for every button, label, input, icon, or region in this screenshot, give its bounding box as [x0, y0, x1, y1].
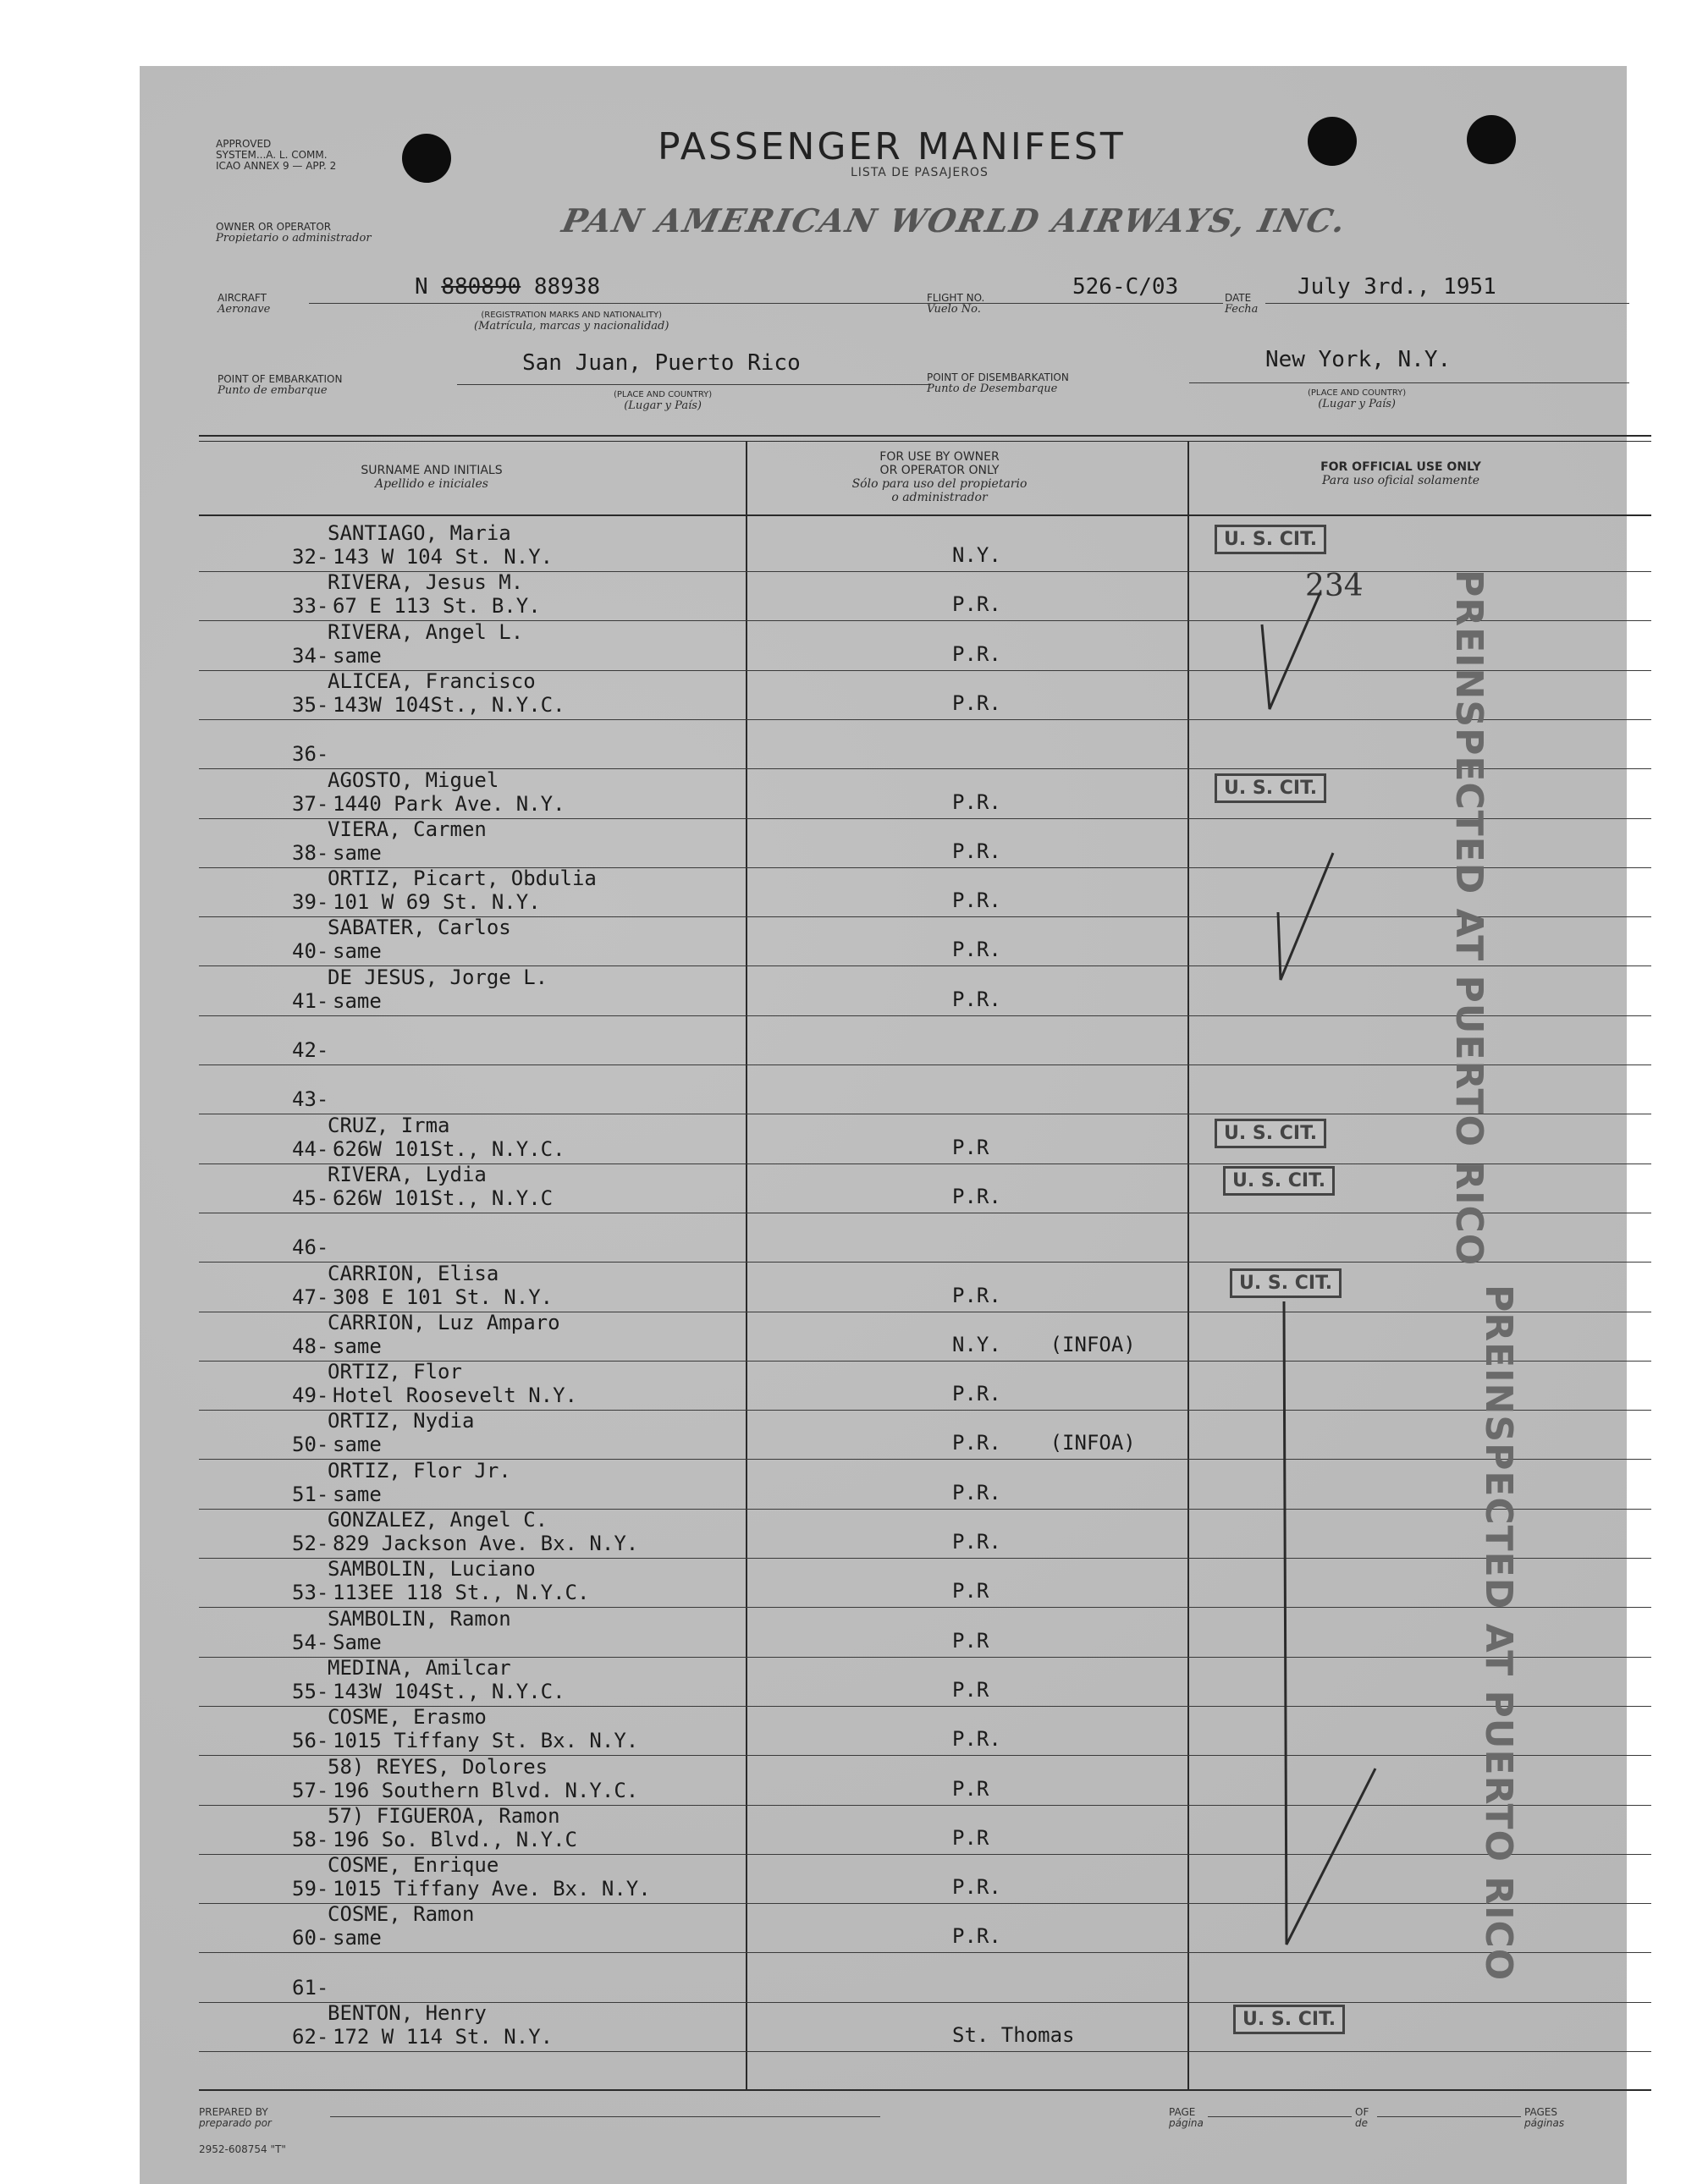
row-number: 36-	[292, 742, 329, 767]
passenger-address: 1440 Park Ave. N.Y.	[333, 791, 565, 816]
row-number: 45-	[292, 1186, 329, 1210]
passenger-name: DE JESUS, Jorge L.	[328, 965, 548, 989]
date-label-es: Fecha	[1225, 303, 1259, 316]
pages-label	[1524, 2107, 1564, 2129]
passenger-name: RIVERA, Lydia	[328, 1162, 487, 1186]
row-number: 33-	[292, 594, 329, 619]
of-label-es: de	[1355, 2117, 1368, 2129]
row-number: 60-	[292, 1926, 329, 1950]
row-number: 55-	[292, 1679, 329, 1703]
check-marks	[140, 66, 1627, 2184]
operator-entry: P.R	[952, 1628, 989, 1653]
prepared-underline	[330, 2116, 880, 2117]
passenger-name: ORTIZ, Flor Jr.	[328, 1458, 511, 1483]
row-number: 52-	[292, 1532, 329, 1555]
row-number: 54-	[292, 1630, 329, 1654]
passenger-address: 1015 Tiffany St. Bx. N.Y.	[333, 1729, 639, 1753]
operator-entry: P.R.	[952, 938, 1001, 962]
passenger-address: 67 E 113 St. B.Y.	[333, 594, 541, 619]
passenger-name: SABATER, Carlos	[328, 916, 511, 940]
aircraft-number: 88938	[533, 274, 601, 300]
row-number: 44-	[292, 1136, 329, 1161]
check-mark-3	[1284, 1301, 1375, 1945]
col-header-official-es: Para uso oficial solamente	[1322, 474, 1479, 487]
passenger-name: COSME, Enrique	[328, 1853, 499, 1878]
passenger-address: same	[333, 643, 382, 668]
passenger-address: 143 W 104 St. N.Y.	[333, 545, 554, 569]
operator-name: PAN AMERICAN WORLD AIRWAYS, INC.	[559, 201, 1351, 239]
passenger-address: 196 Southern Blvd. N.Y.C.	[333, 1778, 639, 1802]
page-label-en: PAGE	[1169, 2106, 1196, 2118]
row-number: 46-	[292, 1235, 329, 1260]
col-header-operator-2: OR OPERATOR ONLY	[879, 464, 1000, 477]
row-number: 43-	[292, 1087, 329, 1112]
operator-entry: P.R.	[952, 1875, 1001, 1900]
of-underline	[1377, 2116, 1521, 2117]
passenger-address: same	[333, 1334, 382, 1358]
page-label-es: página	[1169, 2117, 1204, 2129]
passenger-address: 308 E 101 St. N.Y.	[333, 1285, 554, 1309]
row-number: 37-	[292, 791, 329, 816]
operator-entry: P.R.	[952, 1530, 1001, 1554]
passenger-address: same	[333, 1433, 382, 1457]
row-number: 47-	[292, 1285, 329, 1309]
disembark-label-en: POINT OF DISEMBARKATION	[927, 371, 1069, 383]
row-number: 34-	[292, 643, 329, 668]
col-header-official-en: FOR OFFICIAL USE ONLY	[1320, 460, 1481, 474]
passenger-name: SANTIAGO, Maria	[328, 521, 511, 545]
row-number: 56-	[292, 1729, 329, 1753]
form-code: 2952-608754 "T"	[199, 2143, 286, 2155]
embark-note-en: (PLACE AND COUNTRY)	[614, 390, 713, 399]
row-number: 62-	[292, 2025, 329, 2049]
check-mark-1	[1262, 592, 1320, 709]
operator-entry: P.R.	[952, 839, 1001, 863]
passenger-address: 143W 104St., N.Y.C.	[333, 692, 565, 717]
passenger-name: SAMBOLIN, Luciano	[328, 1557, 536, 1582]
embark-note-es: (Lugar y País)	[624, 399, 702, 412]
row-number: 41-	[292, 988, 329, 1013]
operator-entry: P.R. (INFOA)	[952, 1431, 1136, 1455]
passenger-name: ORTIZ, Nydia	[328, 1409, 475, 1433]
pages-label-en: PAGES	[1524, 2106, 1557, 2118]
operator-entry: N.Y. (INFOA)	[952, 1332, 1136, 1356]
us-cit-stamp: U. S. CIT.	[1215, 773, 1326, 803]
passenger-address: same	[333, 840, 382, 865]
form-ref-line-3: ICAO ANNEX 9 — APP. 2	[216, 160, 337, 172]
col-header-operator-es-1: Sólo para uso del propietario	[851, 477, 1028, 491]
operator-entry: P.R	[952, 1579, 989, 1604]
disembark-note-es: (Lugar y País)	[1318, 398, 1396, 410]
passenger-name: COSME, Erasmo	[328, 1705, 487, 1730]
passenger-address: 101 W 69 St. N.Y.	[333, 890, 541, 915]
passenger-address: 626W 101St., N.Y.C	[333, 1186, 554, 1210]
operator-entry: P.R	[952, 1776, 989, 1801]
operator-entry: P.R.	[952, 1382, 1001, 1406]
passenger-name: COSME, Ramon	[328, 1902, 475, 1927]
operator-entry: P.R	[952, 1825, 989, 1850]
operator-entry: P.R.	[952, 888, 1001, 913]
aircraft-note-en: (REGISTRATION MARKS AND NATIONALITY)	[481, 311, 663, 320]
table-bottom-rule	[199, 2089, 1651, 2091]
disembark-label-es: Punto de Desembarque	[927, 382, 1058, 395]
operator-entry: P.R.	[952, 592, 1001, 617]
row-number: 57-	[292, 1778, 329, 1802]
prepared-by	[199, 2107, 272, 2129]
aircraft-struck: 880890	[441, 274, 521, 300]
preinspected-stamp-1: PREINSPECTED AT PUERTO RICO	[1447, 569, 1490, 1267]
passenger-name: RIVERA, Jesus M.	[328, 570, 524, 595]
embark-value: San Juan, Puerto Rico	[522, 350, 801, 376]
aircraft-prefix: N	[415, 274, 428, 300]
row-number: 59-	[292, 1877, 329, 1901]
disembark-note-en: (PLACE AND COUNTRY)	[1308, 388, 1407, 398]
us-cit-stamp: U. S. CIT.	[1215, 1119, 1326, 1148]
row-number: 58-	[292, 1827, 329, 1851]
page-label	[1169, 2107, 1204, 2129]
owner-label-en: OWNER OR OPERATOR	[216, 221, 332, 233]
us-cit-stamp: U. S. CIT.	[1233, 2005, 1345, 2034]
row-number: 50-	[292, 1433, 329, 1457]
preinspected-stamp-2: PREINSPECTED AT PUERTO RICO	[1477, 1285, 1520, 1982]
passenger-name: RIVERA, Angel L.	[328, 619, 524, 644]
operator-entry: P.R	[952, 1677, 989, 1702]
handwritten-count: 234	[1305, 569, 1364, 603]
page-title: PASSENGER MANIFEST	[658, 125, 1126, 168]
operator-entry: St. Thomas	[952, 2023, 1075, 2047]
passenger-address: 196 So. Blvd., N.Y.C	[333, 1827, 577, 1851]
flight-value: 526-C/03	[1072, 274, 1179, 300]
passenger-address: same	[333, 1482, 382, 1506]
operator-entry: P.R.	[952, 789, 1001, 814]
row-number: 35-	[292, 692, 329, 717]
passenger-name: CARRION, Luz Amparo	[328, 1310, 560, 1334]
prepared-by-es: preparado por	[199, 2117, 272, 2129]
page-subtitle: LISTA DE PASAJEROS	[851, 166, 989, 179]
us-cit-stamp: U. S. CIT.	[1215, 525, 1326, 554]
row-number: 38-	[292, 840, 329, 865]
passenger-name: SAMBOLIN, Ramon	[328, 1606, 511, 1631]
row-number: 61-	[292, 1975, 329, 2000]
col-header-name-en: SURNAME AND INITIALS	[361, 464, 503, 477]
operator-entry: P.R	[952, 1135, 989, 1159]
passenger-name: ALICEA, Francisco	[328, 668, 536, 693]
owner-label-es: Propietario o administrador	[216, 232, 372, 245]
row-number: 32-	[292, 545, 329, 569]
operator-entry: P.R.	[952, 690, 1001, 715]
of-label	[1355, 2107, 1369, 2129]
of-label-en: OF	[1355, 2106, 1369, 2118]
passenger-address: same	[333, 939, 382, 964]
operator-entry: P.R.	[952, 1480, 1001, 1505]
operator-entry: P.R.	[952, 641, 1001, 666]
us-cit-stamp: U. S. CIT.	[1230, 1268, 1342, 1298]
operator-entry: P.R.	[952, 987, 1001, 1011]
col-header-name-es: Apellido e iniciales	[375, 477, 488, 491]
form-ref-line-1: APPROVED	[216, 138, 272, 150]
row-number: 53-	[292, 1581, 329, 1605]
prepared-by-en: PREPARED BY	[199, 2106, 268, 2118]
aircraft-note-es: (Matrícula, marcas y nacionalidad)	[474, 320, 669, 333]
passenger-name: GONZALEZ, Angel C.	[328, 1508, 548, 1532]
page-underline	[1208, 2116, 1352, 2117]
row-number: 39-	[292, 890, 329, 915]
passenger-address: 172 W 114 St. N.Y.	[333, 2025, 554, 2049]
passenger-address: 143W 104St., N.Y.C.	[333, 1679, 565, 1703]
passenger-name: ORTIZ, Picart, Obdulia	[328, 866, 597, 891]
passenger-name: CRUZ, Irma	[328, 1113, 450, 1137]
embark-label-es: Punto de embarque	[218, 384, 328, 397]
row-number: 51-	[292, 1482, 329, 1506]
passenger-name: 58) REYES, Dolores	[328, 1754, 548, 1779]
row-number: 49-	[292, 1384, 329, 1408]
col-header-operator-1: FOR USE BY OWNER	[879, 450, 1000, 464]
form-ref-line-2: SYSTEM...A. L. COMM.	[216, 149, 328, 161]
disembark-value: New York, N.Y.	[1265, 347, 1452, 372]
passenger-name: CARRION, Elisa	[328, 1261, 499, 1285]
row-number: 42-	[292, 1038, 329, 1062]
passenger-name: MEDINA, Amilcar	[328, 1655, 511, 1680]
operator-entry: P.R.	[952, 1283, 1001, 1307]
passenger-address: 626W 101St., N.Y.C.	[333, 1136, 565, 1161]
date-label-en: DATE	[1225, 292, 1252, 304]
operator-entry: P.R.	[952, 1727, 1001, 1752]
passenger-name: AGOSTO, Miguel	[328, 767, 499, 792]
operator-entry: P.R.	[952, 1184, 1001, 1208]
aircraft-label-es: Aeronave	[218, 303, 271, 316]
passenger-name: VIERA, Carmen	[328, 817, 487, 841]
passenger-address: 829 Jackson Ave. Bx. N.Y.	[333, 1532, 639, 1555]
row-number: 48-	[292, 1334, 329, 1358]
manifest-sheet	[140, 66, 1627, 2184]
passenger-name: 57) FIGUEROA, Ramon	[328, 1803, 560, 1828]
date-value: July 3rd., 1951	[1298, 274, 1496, 300]
passenger-address: 1015 Tiffany Ave. Bx. N.Y.	[333, 1877, 651, 1901]
flight-label-en: FLIGHT NO.	[927, 292, 985, 304]
passenger-name: ORTIZ, Flor	[328, 1360, 462, 1384]
passenger-address: same	[333, 988, 382, 1013]
passenger-address: Hotel Roosevelt N.Y.	[333, 1384, 577, 1408]
passenger-name: BENTON, Henry	[328, 2001, 487, 2025]
passenger-address: Same	[333, 1630, 382, 1654]
passenger-address: same	[333, 1926, 382, 1950]
check-mark-2	[1278, 853, 1333, 980]
us-cit-stamp: U. S. CIT.	[1223, 1166, 1335, 1196]
embark-label-en: POINT OF EMBARKATION	[218, 373, 343, 385]
operator-entry: N.Y.	[952, 543, 1001, 567]
operator-entry: P.R.	[952, 1924, 1001, 1949]
row-number: 40-	[292, 939, 329, 964]
passenger-address: 113EE 118 St., N.Y.C.	[333, 1581, 590, 1605]
pages-label-es: páginas	[1524, 2117, 1565, 2129]
col-header-operator-es-2: o administrador	[891, 491, 988, 504]
aircraft-label-en: AIRCRAFT	[218, 292, 267, 304]
flight-label-es: Vuelo No.	[927, 303, 981, 316]
